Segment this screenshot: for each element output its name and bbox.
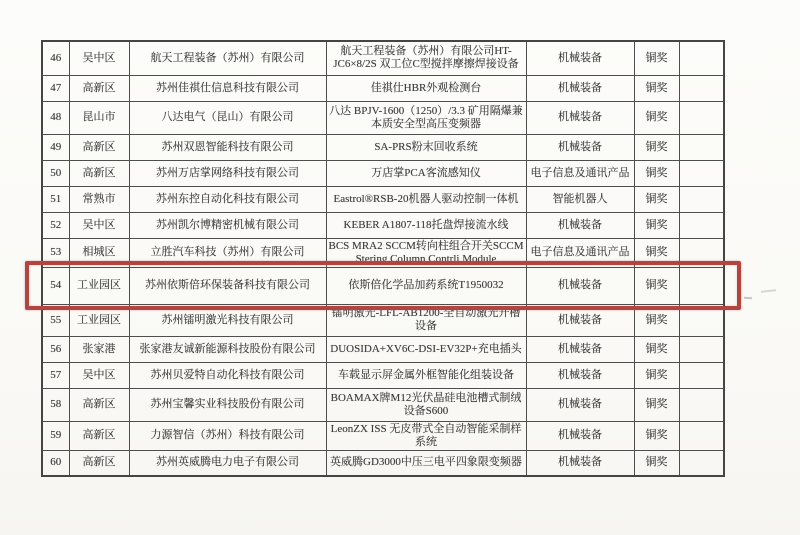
table-row [42,304,724,336]
cell-company: 苏州宝馨实业科技股份有限公司 [129,388,326,421]
cell-district: 常熟市 [69,186,129,212]
table-row [42,421,724,450]
table-row [42,212,724,238]
cell-category: 机械装备 [526,267,634,304]
cell-award: 铜奖 [634,388,679,421]
cell-extra [679,336,724,362]
cell-extra [679,134,724,160]
cell-extra [679,388,724,421]
cell-no: 47 [42,75,69,101]
cell-category: 电子信息及通讯产品 [526,238,634,267]
table-row [42,238,724,267]
cell-category: 机械装备 [526,41,634,75]
table-row [42,134,724,160]
cell-company: 航天工程装备（苏州）有限公司 [129,41,326,75]
table-row [42,41,724,75]
cell-award: 铜奖 [634,450,679,476]
cell-category: 机械装备 [526,134,634,160]
table-row [42,336,724,362]
cell-award: 铜奖 [634,238,679,267]
award-table [41,40,725,477]
cell-district: 吴中区 [69,362,129,388]
cell-award: 铜奖 [634,186,679,212]
cell-category: 机械装备 [526,362,634,388]
cell-category: 机械装备 [526,421,634,450]
cell-no: 60 [42,450,69,476]
cell-product: 车载显示屏金属外框智能化组装设备 [326,362,526,388]
cell-extra [679,212,724,238]
cell-no: 46 [42,41,69,75]
cell-company: 苏州贝爱特自动化科技有限公司 [129,362,326,388]
table-row [42,267,724,304]
cell-category: 电子信息及通讯产品 [526,160,634,186]
cell-company: 苏州凯尔博精密机械有限公司 [129,212,326,238]
cell-category: 机械装备 [526,304,634,336]
table-row [42,388,724,421]
cell-category: 机械装备 [526,388,634,421]
cell-product: 依斯倍化学品加药系统T1950032 [326,267,526,304]
cell-award: 铜奖 [634,212,679,238]
cell-no: 54 [42,267,69,304]
cell-product: 英威腾GD3000中压三电平四象限变频器 [326,450,526,476]
cell-award: 铜奖 [634,267,679,304]
cell-product: SA-PRS粉末回收系统 [326,134,526,160]
cell-award: 铜奖 [634,304,679,336]
cell-extra [679,238,724,267]
cell-award: 铜奖 [634,421,679,450]
cell-company: 苏州万店掌网络科技有限公司 [129,160,326,186]
cell-district: 相城区 [69,238,129,267]
cell-product: 万店掌PCA客流感知仪 [326,160,526,186]
cell-company: 八达电气（昆山）有限公司 [129,101,326,134]
cell-company: 苏州依斯倍环保装备科技有限公司 [129,267,326,304]
cell-category: 机械装备 [526,75,634,101]
table-row [42,75,724,101]
cell-district: 高新区 [69,160,129,186]
cell-award: 铜奖 [634,101,679,134]
cell-extra [679,267,724,304]
cell-no: 48 [42,101,69,134]
cell-district: 吴中区 [69,41,129,75]
table-row [42,362,724,388]
cell-company: 苏州镭明激光科技有限公司 [129,304,326,336]
cell-category: 智能机器人 [526,186,634,212]
cell-extra [679,421,724,450]
cell-product: 佳祺仕HBR外观检测台 [326,75,526,101]
cell-extra [679,186,724,212]
table-row [42,101,724,134]
award-table-body [42,41,724,476]
cell-product: 镭明激光-LFL-AB1200-全自动激光开槽设备 [326,304,526,336]
cell-award: 铜奖 [634,41,679,75]
cell-product: BOAMAX牌M12光伏晶硅电池槽式制绒设备S600 [326,388,526,421]
cell-district: 高新区 [69,421,129,450]
cell-district: 昆山市 [69,101,129,134]
cell-category: 机械装备 [526,336,634,362]
cell-no: 53 [42,238,69,267]
cell-company: 力源智信（苏州）科技有限公司 [129,421,326,450]
cell-district: 高新区 [69,450,129,476]
cell-extra [679,41,724,75]
cell-no: 50 [42,160,69,186]
cell-award: 铜奖 [634,75,679,101]
cell-no: 55 [42,304,69,336]
cell-product: 八达 BPJV-1600（1250）/3.3 矿用隔爆兼本质安全型高压变频器 [326,101,526,134]
cell-extra [679,75,724,101]
cell-no: 52 [42,212,69,238]
cell-product: KEBER A1807-118托盘焊接流水线 [326,212,526,238]
cell-district: 张家港 [69,336,129,362]
cell-extra [679,304,724,336]
cell-extra [679,450,724,476]
cell-product: Eastrol®RSB-20机器人驱动控制一体机 [326,186,526,212]
cell-company: 苏州东控自动化科技有限公司 [129,186,326,212]
cell-product: BCS MRA2 SCCM转向柱组合开关SCCM Stering Column Contrli Module [326,238,526,267]
cell-award: 铜奖 [634,336,679,362]
cell-extra [679,101,724,134]
table-row [42,160,724,186]
cell-no: 59 [42,421,69,450]
cell-company: 张家港友诚新能源科技股份有限公司 [129,336,326,362]
cell-company: 立胜汽车科技（苏州）有限公司 [129,238,326,267]
cell-district: 高新区 [69,388,129,421]
cell-award: 铜奖 [634,362,679,388]
cell-product: DUOSIDA+XV6C-DSI-EV32P+充电插头 [326,336,526,362]
cell-district: 吴中区 [69,212,129,238]
table-row [42,450,724,476]
cell-no: 56 [42,336,69,362]
cell-no: 57 [42,362,69,388]
cell-category: 机械装备 [526,212,634,238]
cell-no: 49 [42,134,69,160]
cell-district: 高新区 [69,75,129,101]
cell-company: 苏州双恩智能科技有限公司 [129,134,326,160]
cell-extra [679,160,724,186]
cell-district: 工业园区 [69,304,129,336]
cell-award: 铜奖 [634,134,679,160]
scan-artifact [761,289,776,293]
cell-product: LeonZX ISS 无皮带式全自动智能采制样系统 [326,421,526,450]
cell-product: 航天工程装备（苏州）有限公司HT-JC6×8/2S 双工位C型搅拌摩擦焊接设备 [326,41,526,75]
cell-district: 高新区 [69,134,129,160]
cell-company: 苏州英威腾电力电子有限公司 [129,450,326,476]
cell-extra [679,362,724,388]
scan-artifact [744,297,752,300]
cell-no: 58 [42,388,69,421]
cell-award: 铜奖 [634,160,679,186]
cell-category: 机械装备 [526,101,634,134]
cell-company: 苏州佳祺仕信息科技有限公司 [129,75,326,101]
cell-district: 工业园区 [69,267,129,304]
cell-category: 机械装备 [526,450,634,476]
cell-no: 51 [42,186,69,212]
table-row [42,186,724,212]
